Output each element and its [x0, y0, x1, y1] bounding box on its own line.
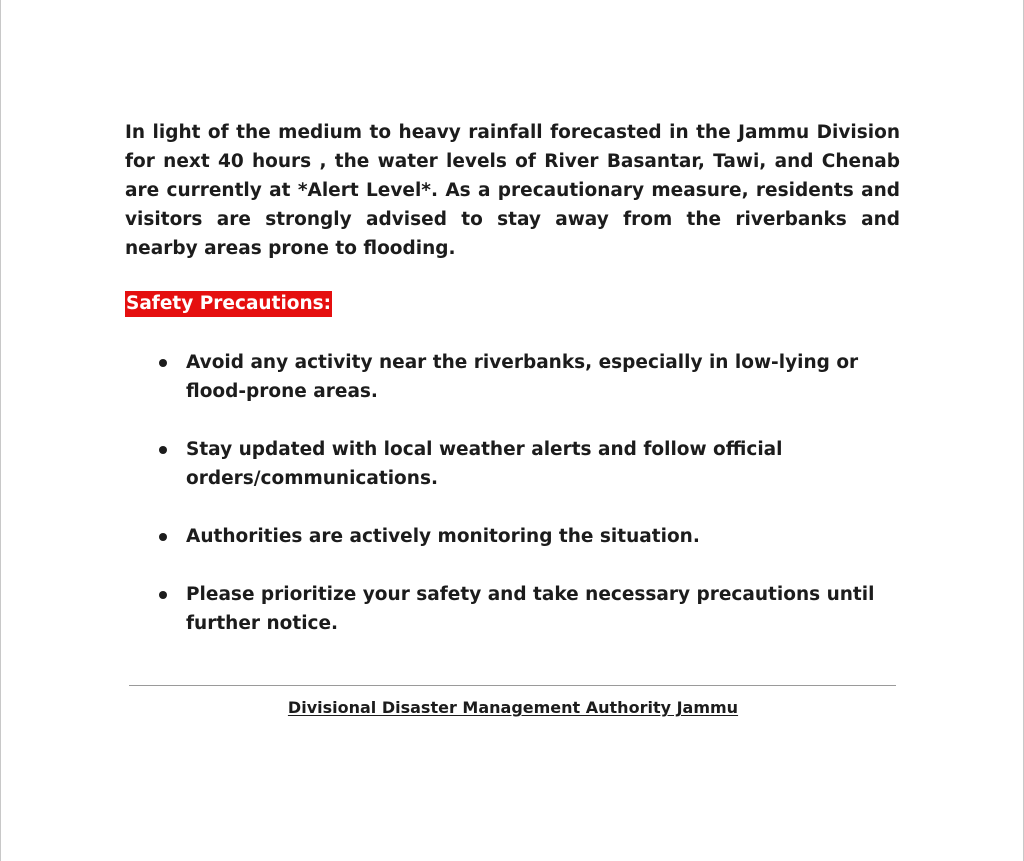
list-item	[159, 580, 899, 638]
list-item	[159, 522, 899, 551]
precautions-list	[159, 348, 899, 667]
authority-footer: Divisional Disaster Management Authority Jammu	[287, 698, 739, 717]
list-item	[159, 435, 899, 493]
safety-precautions-heading: Safety Precautions:	[125, 291, 332, 317]
precaution-text: Stay updated with local weather alerts and follow official orders/communications.	[186, 439, 783, 489]
precaution-text: Avoid any activity near the riverbanks, especially in low-lying or flood-prone areas.	[186, 352, 859, 402]
list-item	[159, 348, 899, 406]
intro-paragraph: In light of the medium to heavy rainfall forecasted in the Jammu Division for next 40 hours , the water levels of River Basantar, Tawi, and Chenab are currently at *Alert Level*. As a precautionary measure, residents and visitors are strongly advised to stay away from the riverbanks and nearby areas prone to flooding.	[125, 122, 900, 259]
bullet-icon	[159, 533, 167, 541]
precaution-text: Authorities are actively monitoring the situation.	[186, 526, 700, 547]
bullet-icon	[159, 591, 167, 599]
bullet-icon	[159, 359, 167, 367]
footer-divider	[129, 685, 896, 686]
bullet-icon	[159, 446, 167, 454]
precaution-text: Please prioritize your safety and take necessary precautions until further notice.	[186, 584, 875, 634]
